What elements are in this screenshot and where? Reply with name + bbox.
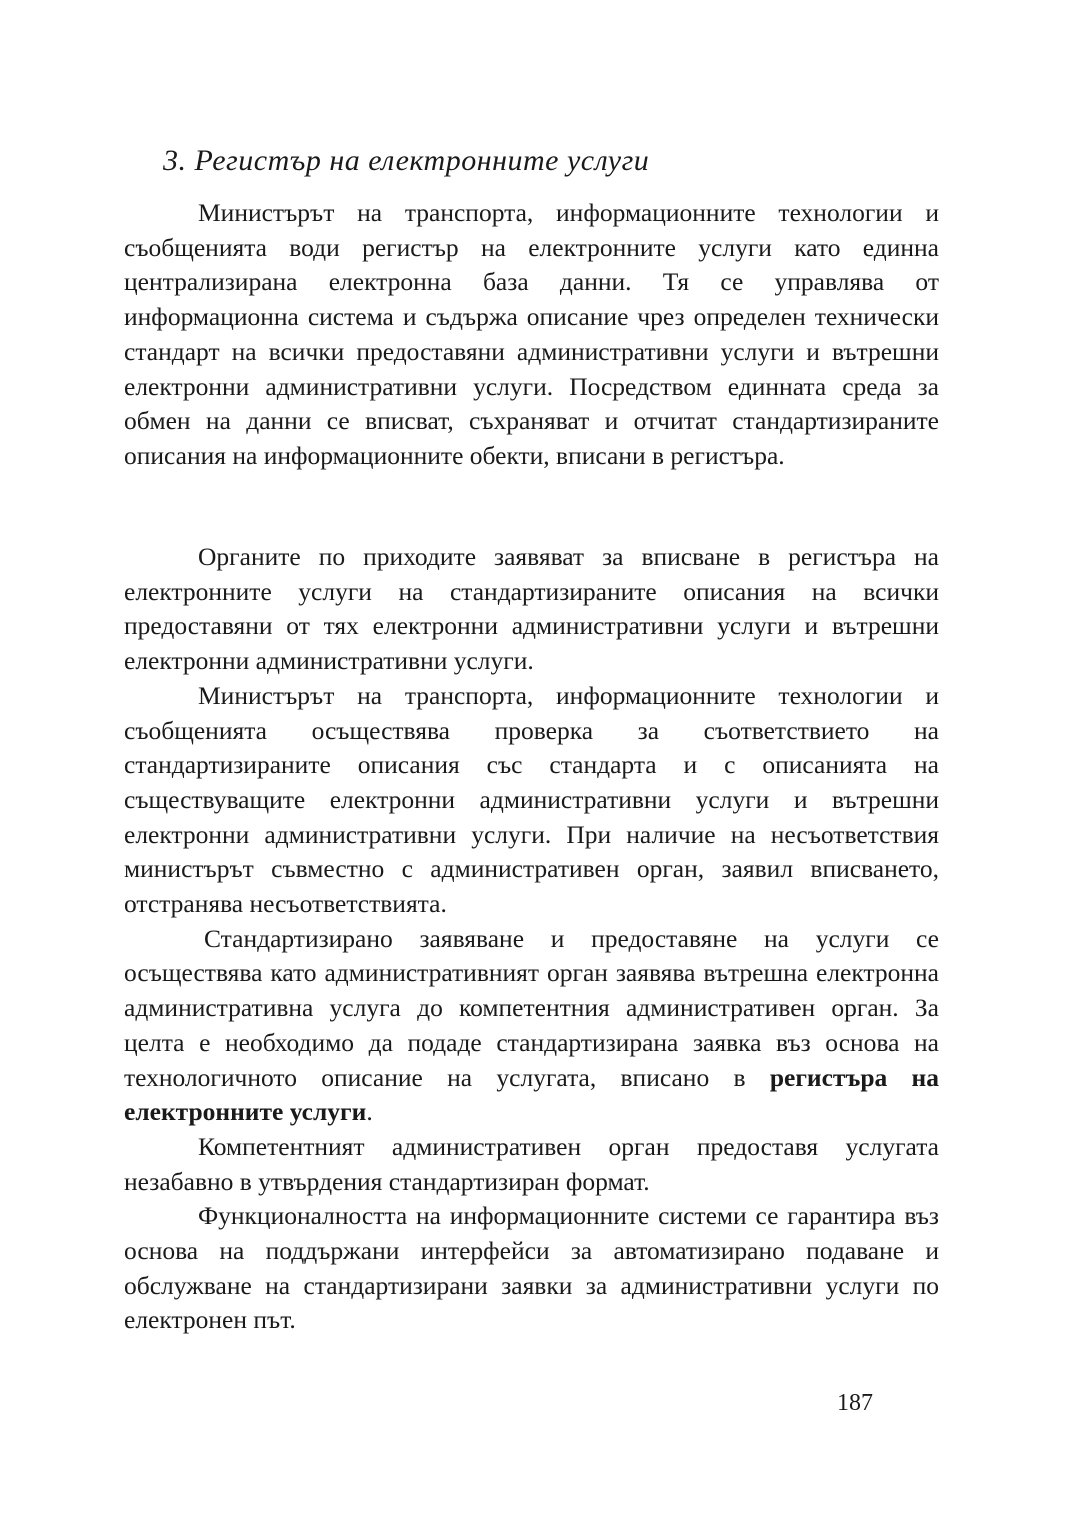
paragraph-text: Стандартизирано заявяване и предоставяне на услуги се осъществява като административният орган заявява вътрешна електронна административна услуга до компетентния административен орган. За целта е необходимо да подаде стандартизирана заявка въз основа на технологичното описание на услугата, вписано в (124, 923, 939, 1092)
paragraph: Органите по приходите заявяват за вписване в регистъра на електронните услуги на стандартизираните описания на всички предоставяни от тях електронни административни услуги и вътрешни електронни административни услуги. (124, 542, 939, 676)
page-number: 187 (837, 1390, 873, 1416)
paragraph (124, 922, 939, 1130)
text-block-registry-description (124, 196, 939, 474)
paragraph-end: . (366, 1097, 373, 1127)
paragraph: Министърът на транспорта, информационните технологии и съобщенията осъществява проверка за съответствието на стандартизираните описания със стандарта и с описанията на съществуващите електронни административни услуги и вътрешни електронни административни услуги. При наличие на несъответствия министърът съвместно с административен орган, заявил вписването, отстранява несъответствията. (124, 680, 939, 919)
bold-term: регистъра на електронните услуги (124, 1062, 939, 1127)
text-block-registry-procedure (124, 540, 939, 1338)
section-heading: 3. Регистър на електронните услуги (163, 144, 650, 177)
paragraph: Министърът на транспорта, информационните технологии и съобщенията води регистър на електронните услуги като единна централизирана електронна база данни. Тя се управлява от информационна система и съдържа описание чрез определен технически стандарт на всички предоставяни административни услуги и вътрешни електронни административни услуги. Посредством единната среда за обмен на данни се вписват, съхраняват и отчитат стандартизираните описания на информационните обекти, вписани в регистъра. (124, 198, 939, 470)
paragraph: Функционалността на информационните системи се гарантира въз основа на поддържани интерфейси за автоматизирано подаване и обслужване на стандартизирани заявки за административни услуги по електронен път. (124, 1201, 939, 1335)
paragraph: Компетентният административен орган предоставя услугата незабавно в утвърдения стандартизиран формат. (124, 1131, 939, 1196)
